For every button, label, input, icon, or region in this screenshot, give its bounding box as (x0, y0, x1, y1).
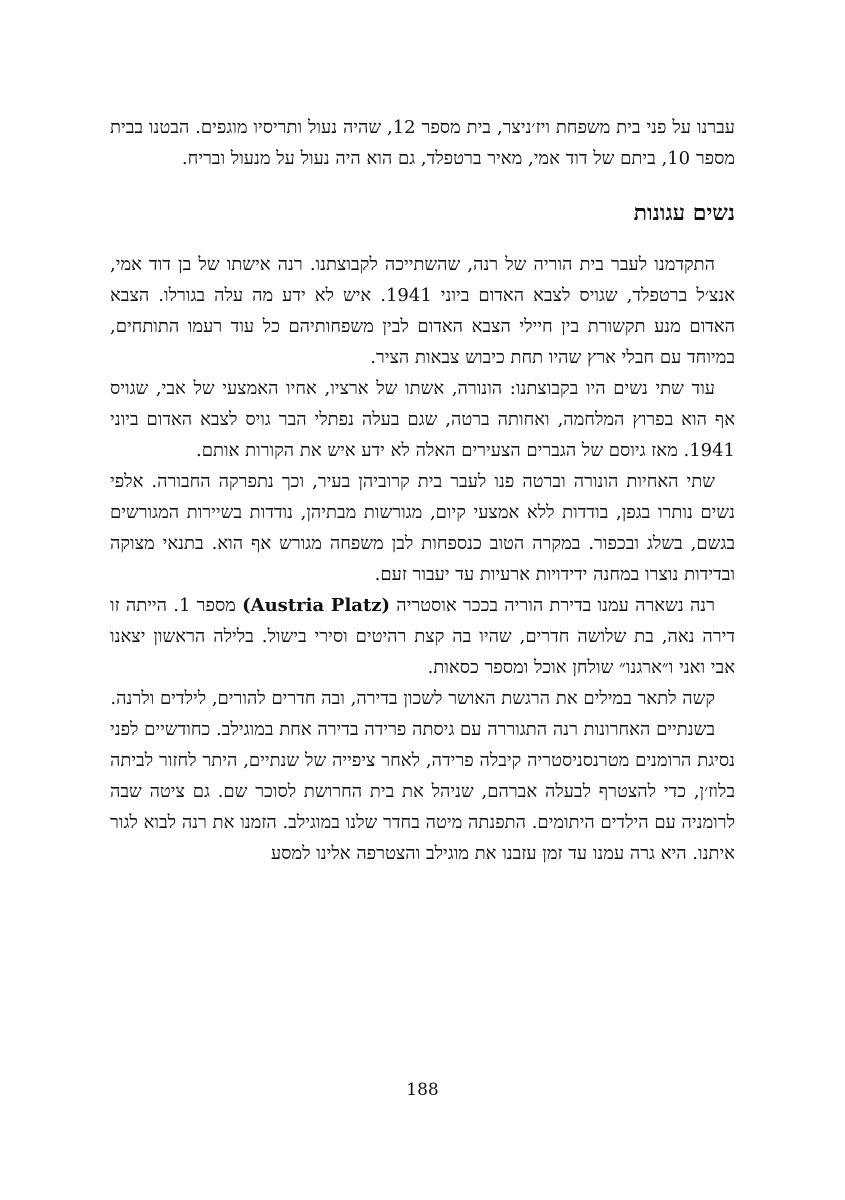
section-title: נשים עגונות (633, 200, 735, 226)
austria-text-after: מספר 1. הייתה זו דירה נאה, בת שלושה חדרים, שהיו בה קצת רהיטים וסירי בישול. בלילה הראשון יצאנו אבי ואני ו״ארגנו״ שולחן אוכל ומספר כסאות. (110, 595, 735, 678)
document-page (110, 112, 735, 869)
paragraph-sisters: שתי האחיות הונורה וברטה פנו לעבר בית קרוביהן בעיר, וכך נתפרקה החבורה. אלפי נשים נותרו בגפן, בודדות ללא אמצעי קיום, מגורשות מבתיהן, נודדות בשיירות המגורשים בגשם, בשלג ובכפור. במקרה הטוב כנספחות לבן משפחה מגורש אף הוא. בתנאי מצוקה ובדידות נוצרו במחנה ידידויות ארעיות עד יעבור זעם. (110, 471, 735, 585)
intro-paragraph: עברנו על פני בית משפחת ויז׳ניצר, בית מספר 12, שהיה נעול ותריסיו מוגפים. הבטנו בבית מספר 10, ביתם של דוד אמי, מאיר ברטפלד, גם הוא היה נעול על מנעול ובריח. (110, 117, 735, 169)
paragraph-happiness: קשה לתאר במילים את הרגשת האושר לשכון בדירה, ובה חדרים להורים, לילדים ולרנה. (110, 688, 715, 709)
austria-platz-latin: (Austria Platz) (242, 595, 390, 616)
paragraph-two-women: עוד שתי נשים היו בקבוצתנו: הונורה, אשתו של ארציו, אחיו האמצעי של אבי, שגויס אף הוא בפרוץ המלחמה, ואחותה ברטה, שגם בעלה נפתלי הבר גויס לצבא האדום ביוני 1941. מאז גיוסם של הגברים הצעירים האלה לא ידע איש את הקורות אותם. (110, 378, 735, 461)
austria-text-before: רנה נשארה עמנו בדירת הוריה בככר אוסטריה (390, 595, 715, 616)
paragraph-austria-platz (110, 590, 735, 683)
paragraph-last-two-years: בשנתיים האחרונות רנה התגוררה עם גיסתה פרידה בדירה אחת במוגילב. כחודשיים לפני נסיגת הרומנים מטרנסניסטריה קיבלה פרידה, לאחר ציפייה של שנתיים, היתר לחזור לביתה בלוז׳ן, כדי להצטרף לבעלה אברהם, שניהל את בית החרושת לסוכר שם. גם ציטה שבה לרומניה עם הילדים היתומים. התפנתה מיטה בחדר שלנו במוגילב. הזמנו את רנה לבוא לגור איתנו. היא גרה עמנו עד זמן עזבנו את מוגילב והצטרפה אלינו למסע (110, 719, 735, 864)
page-number: 188 (406, 1080, 439, 1100)
paragraph-red-army: התקדמנו לעבר בית הוריה של רנה, שהשתייכה לקבוצתנו. רנה אישתו של בן דוד אמי, אנצ׳ל ברטפלד, שגויס לצבא האדום ביוני 1941. איש לא ידע מה עלה בגורלו. הצבא האדום מנע תקשורת בין חיילי הצבא האדום לבין משפחותיהם כל עוד רעמו התותחים, במיוחד עם חבלי ארץ שהיו תחת כיבוש צבאות הציר. (110, 254, 735, 368)
